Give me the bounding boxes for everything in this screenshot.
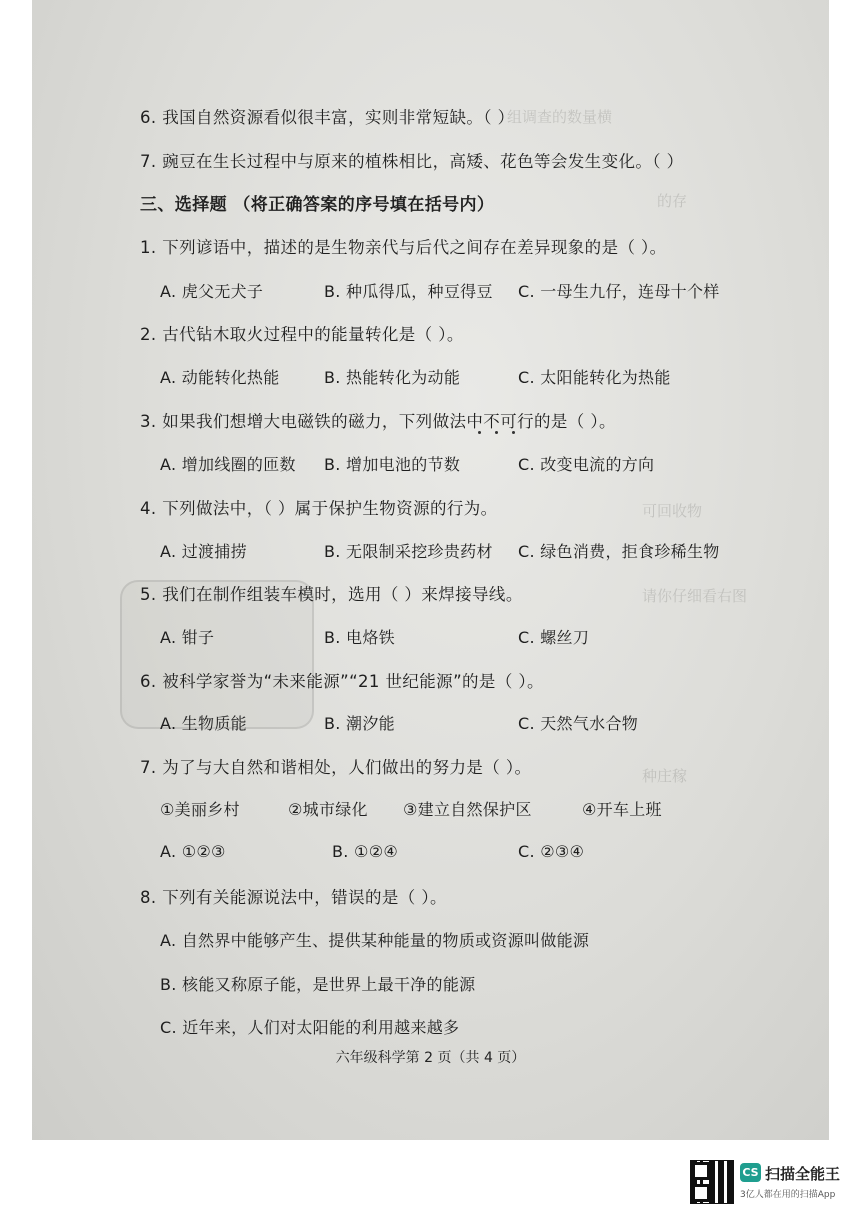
question-4-option-c: C. 绿色消费，拒食珍稀生物: [518, 542, 720, 561]
page-footer: 六年级科学第 2 页（共 4 页）: [335, 1050, 526, 1066]
question-3-stem: 3. 如果我们想增大电磁铁的磁力，下列做法中不可行的是（ ）。: [140, 412, 616, 431]
question-8-stem: 8. 下列有关能源说法中，错误的是（ ）。: [140, 888, 447, 907]
emphasis-dot: [512, 431, 515, 434]
question-4-option-b: B. 无限制采挖珍贵药材: [324, 542, 493, 561]
judgement-item-6: 6. 我国自然资源看似很丰富，实则非常短缺。（ ）: [140, 108, 515, 127]
section-title: 三、选择题 （将正确答案的序号填在括号内）: [140, 195, 495, 215]
watermark-brand: 扫描全能王: [765, 1165, 841, 1183]
question-4-stem: 4. 下列做法中，（ ）属于保护生物资源的行为。: [140, 499, 498, 518]
question-7-option-c: C. ②③④: [518, 842, 585, 861]
question-1-option-b: B. 种瓜得瓜，种豆得豆: [324, 282, 493, 301]
question-3-option-c: C. 改变电流的方向: [518, 455, 655, 474]
qr-code-icon: [690, 1160, 734, 1204]
question-2-option-b: B. 热能转化为动能: [324, 368, 461, 387]
question-1-option-a: A. 虎父无犬子: [160, 282, 264, 301]
question-2-option-a: A. 动能转化热能: [160, 368, 280, 387]
question-1-option-c: C. 一母生九仔，连母十个样: [518, 282, 720, 301]
bleed-through-text: 请你仔细看右图: [642, 587, 748, 605]
bleed-through-text: 的存: [657, 192, 688, 210]
question-5-option-c: C. 螺丝刀: [518, 628, 590, 647]
question-8-option-a: A. 自然界中能够产生、提供某种能量的物质或资源叫做能源: [160, 931, 590, 950]
judgement-item-7: 7. 豌豆在生长过程中与原来的植株相比，高矮、花色等会发生变化。（ ）: [140, 152, 684, 171]
question-2-option-c: C. 太阳能转化为热能: [518, 368, 671, 387]
bleed-through-text: 可回收物: [642, 502, 703, 520]
question-7-stem: 7. 为了与大自然和谐相处，人们做出的努力是（ ）。: [140, 758, 532, 777]
question-5-option-a: A. 钳子: [160, 628, 215, 647]
question-7-option-a: A. ①②③: [160, 842, 226, 861]
question-8-option-b: B. 核能又称原子能，是世界上最干净的能源: [160, 975, 476, 994]
question-3-option-b: B. 增加电池的节数: [324, 455, 461, 474]
question-7-item-3: ③建立自然保护区: [403, 800, 532, 819]
emphasis-dot: [495, 431, 498, 434]
question-6-option-a: A. 生物质能: [160, 714, 247, 733]
bleed-through-text: 组调查的数量横: [507, 108, 613, 126]
question-4-option-a: A. 过渡捕捞: [160, 542, 247, 561]
question-7-item-1: ①美丽乡村: [160, 800, 240, 819]
question-6-option-b: B. 潮汐能: [324, 714, 395, 733]
question-1-stem: 1. 下列谚语中，描述的是生物亲代与后代之间存在差异现象的是（ ）。: [140, 238, 667, 257]
question-6-option-c: C. 天然气水合物: [518, 714, 639, 733]
emphasis-dot: [478, 431, 481, 434]
question-8-option-c: C. 近年来，人们对太阳能的利用越来越多: [160, 1018, 460, 1037]
question-2-stem: 2. 古代钻木取火过程中的能量转化是（ ）。: [140, 325, 464, 344]
bleed-through-text: 种庄稼: [642, 767, 688, 785]
question-7-item-4: ④开车上班: [582, 800, 662, 819]
question-3-option-a: A. 增加线圈的匝数: [160, 455, 296, 474]
scanned-exam-page: [32, 0, 829, 1140]
question-5-option-b: B. 电烙铁: [324, 628, 395, 647]
question-6-stem: 6. 被科学家誉为“未来能源”“21 世纪能源”的是（ ）。: [140, 672, 544, 691]
watermark-slogan: 3亿人都在用的扫描App: [740, 1190, 836, 1200]
question-7-option-b: B. ①②④: [332, 842, 398, 861]
question-5-stem: 5. 我们在制作组装车模时，选用（ ）来焊接导线。: [140, 585, 523, 604]
camscanner-logo-icon: CS: [740, 1163, 761, 1182]
question-7-item-2: ②城市绿化: [288, 800, 368, 819]
